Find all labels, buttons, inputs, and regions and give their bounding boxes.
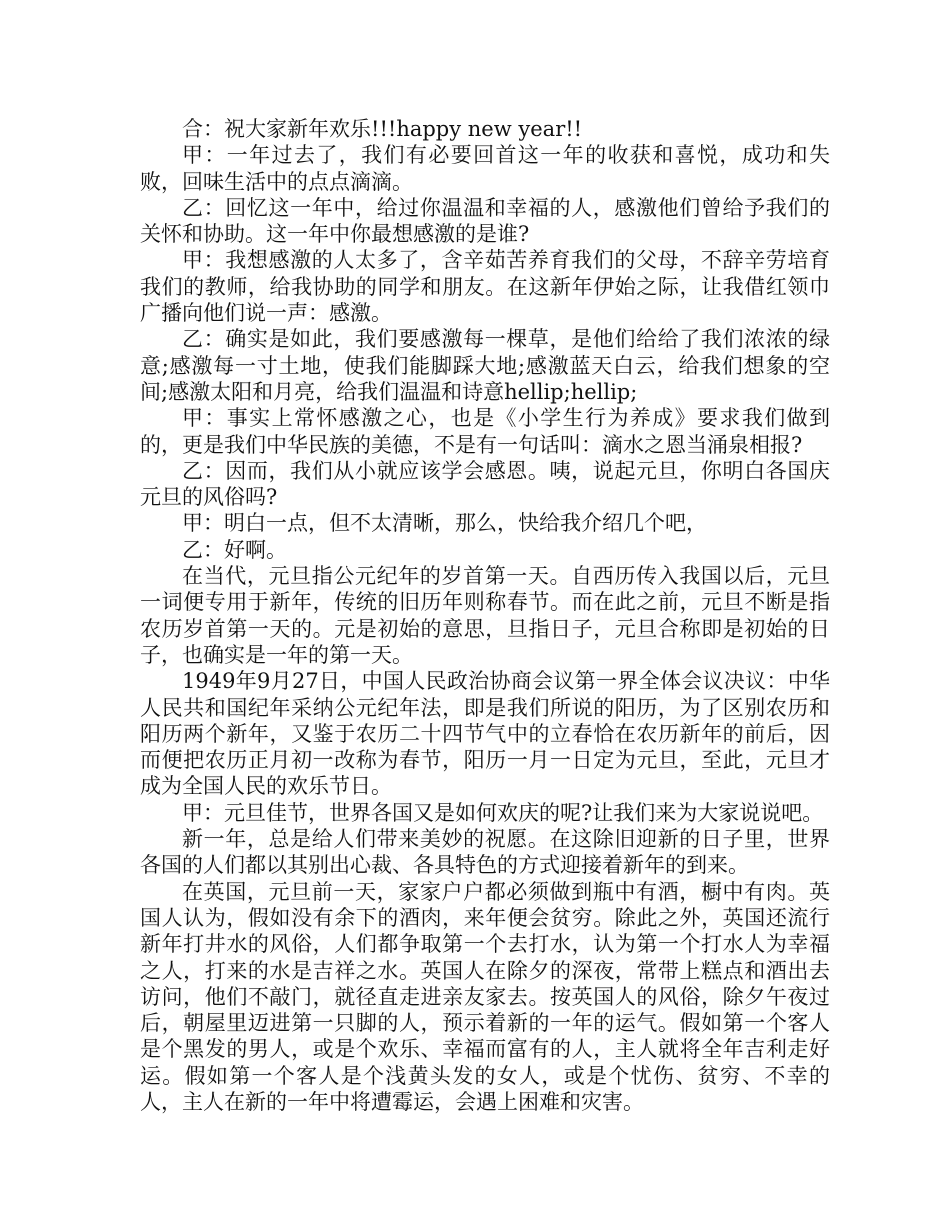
paragraph-7: 乙：因而，我们从小就应该学会感恩。咦，说起元旦，你明白各国庆元旦的风俗吗? bbox=[140, 458, 830, 510]
paragraph-4: 甲：我想感激的人太多了，含辛茹苦养育我们的父母，不辞辛劳培育我们的教师，给我协助的同学和朋友。在这新年伊始之际，让我借红领巾广播向他们说一声：感激。 bbox=[140, 248, 830, 326]
paragraph-8: 甲：明白一点，但不太清晰，那么，快给我介绍几个吧， bbox=[182, 511, 707, 536]
paragraph-3: 乙：回忆这一年中，给过你温温和幸福的人，感激他们曾给予我们的关怀和协助。这一年中你最想感激的是谁? bbox=[140, 195, 830, 247]
paragraph-1: 合：祝大家新年欢乐!!!happy new year!! bbox=[182, 117, 583, 141]
paragraph-5: 乙：确实是如此，我们要感激每一棵草，是他们给给了我们浓浓的绿意;感激每一寸土地，使我们能脚踩大地;感激蓝天白云，给我们想象的空间;感激太阳和月亮，给我们温温和诗意hellip;hellip; bbox=[140, 327, 830, 404]
paragraph-11: 1949年9月27日，中国人民政治协商会议第一界全体会议决议：中华人民共和国纪年采纳公元纪年法，即是我们所说的阳历，为了区别农历和阳历两个新年，又鉴于农历二十四节气中的立春恰在农历新年的前后，因而便把农历正月初一改称为春节，阳历一月一日定为元旦，至此，元旦才成为全国人民的欢乐节日。 bbox=[140, 669, 830, 799]
document-body bbox=[140, 116, 830, 1115]
paragraph-10: 在当代，元旦指公元纪年的岁首第一天。自西历传入我国以后，元旦一词便专用于新年，传统的旧历年则称春节。而在此之前，元旦不断是指农历岁首第一天的。元是初始的意思，旦指日子，元旦合称即是初始的日子，也确实是一年的第一天。 bbox=[140, 564, 830, 667]
paragraph-2: 甲：一年过去了，我们有必要回首这一年的收获和喜悦，成功和失败，回味生活中的点点滴滴。 bbox=[140, 143, 830, 194]
paragraph-14: 在英国，元旦前一天，家家户户都必须做到瓶中有酒，橱中有肉。英国人认为，假如没有余下的酒肉，来年便会贫穷。除此之外，英国还流行新年打井水的风俗，人们都争取第一个去打水，认为第一个打水人为幸福之人，打来的水是吉祥之水。英国人在除夕的深夜，常带上糕点和酒出去访问，他们不敲门，就径直走进亲友家去。按英国人的风俗，除夕午夜过后，朝屋里迈进第一只脚的人，预示着新的一年的运气。假如第一个客人是个黑发的男人，或是个欢乐、幸福而富有的人，主人就将全年吉利走好运。假如第一个客人是个浅黄头发的女人，或是个忧伤、贫穷、不幸的人，主人在新的一年中将遭霉运，会遇上困难和灾害。 bbox=[140, 879, 830, 1114]
paragraph-9: 乙：好啊。 bbox=[182, 537, 287, 562]
paragraph-13: 新一年，总是给人们带来美妙的祝愿。在这除旧迎新的日子里，世界各国的人们都以其别出心裁、各具特色的方式迎接着新年的到来。 bbox=[140, 827, 830, 878]
paragraph-6: 甲：事实上常怀感激之心，也是《小学生行为养成》要求我们做到的，更是我们中华民族的美德，不是有一句话叫：滴水之恩当涌泉相报? bbox=[140, 406, 830, 457]
paragraph-12: 甲：元旦佳节，世界各国又是如何欢庆的呢?让我们来为大家说说吧。 bbox=[182, 800, 824, 825]
